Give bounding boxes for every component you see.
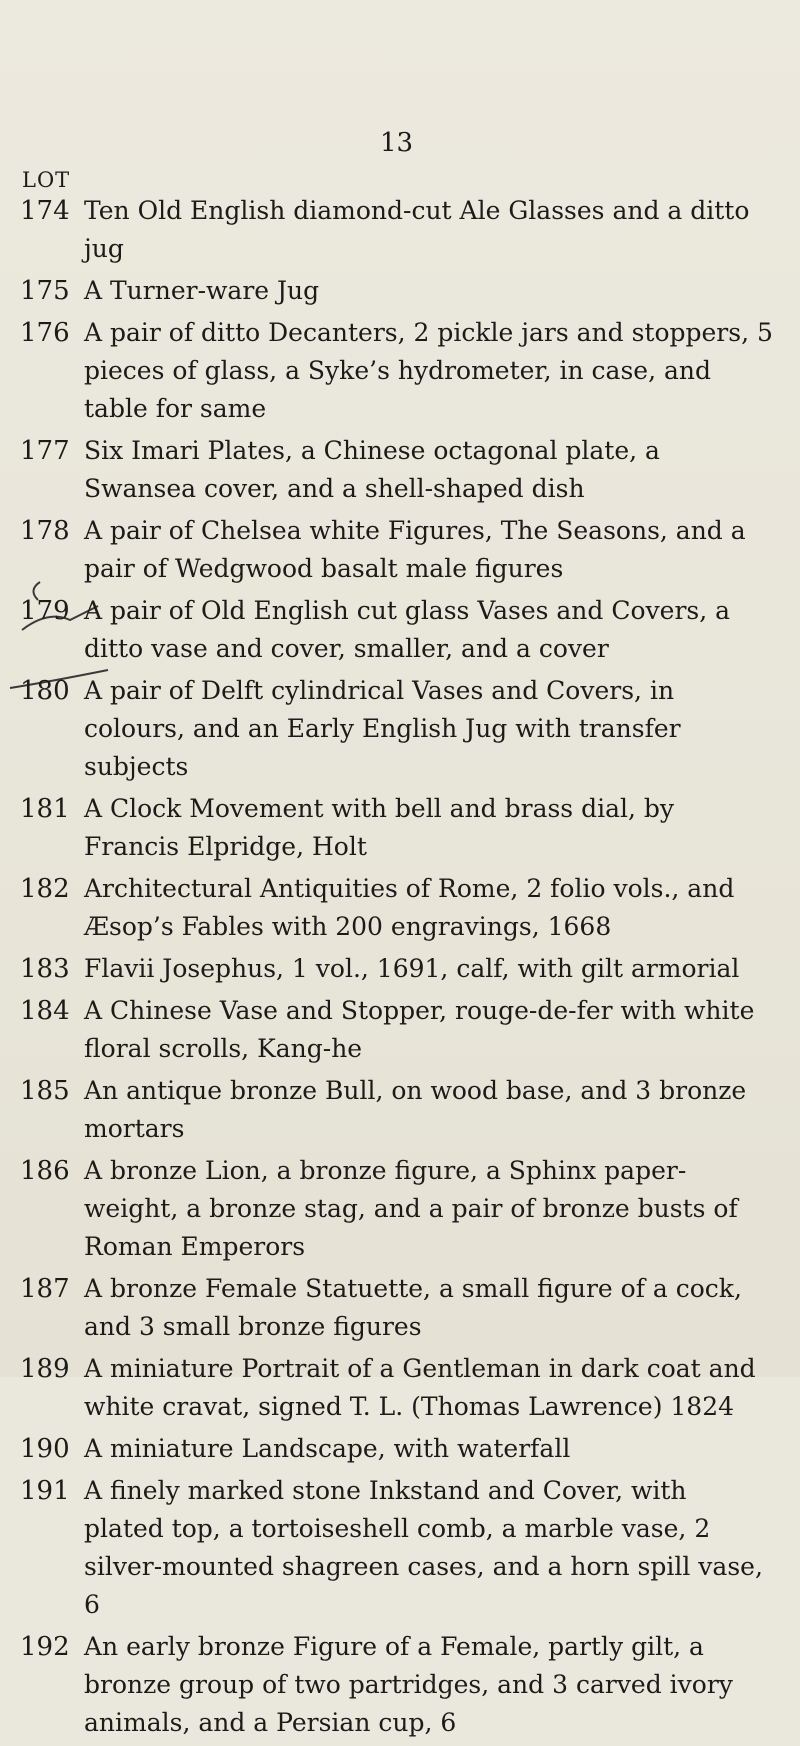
lot-description: A bronze Female Statuette, a small figure of a cock, and 3 small bronze figures [84,1274,742,1341]
lot-description: An antique bronze Bull, on wood base, and 3 bronze mortars [84,1076,747,1143]
lot-entry [0,512,800,588]
lot-description: A miniature Portrait of a Gentleman in dark coat and white cravat, signed T. L. (Thomas Lawrence) 1824 [84,1354,756,1421]
page-number: 13 [380,128,414,158]
lot-number: 191 [20,1476,70,1506]
lot-entry [0,950,800,988]
lot-number: 182 [20,874,70,904]
lot-entry [0,992,800,1068]
lot-number: 190 [20,1434,70,1464]
lot-entry [0,1270,800,1346]
lot-entry [0,870,800,946]
lot-description: Ten Old English diamond-cut Ale Glasses and a ditto jug [84,196,750,263]
lot-number: 175 [20,276,70,306]
lot-entry [0,272,800,310]
lot-number: 192 [20,1632,70,1662]
lot-entry [0,592,800,668]
lot-number: 176 [20,318,70,348]
lot-description: Architectural Antiquities of Rome, 2 folio vols., and Æsop’s Fables with 200 engravings, 1668 [84,874,735,941]
lot-description: A Chinese Vase and Stopper, rouge-de-fer with white floral scrolls, Kang-he [84,996,755,1063]
lot-number: 178 [20,516,70,546]
lot-number: 180 [20,676,70,706]
lot-description: A pair of ditto Decanters, 2 pickle jars and stoppers, 5 pieces of glass, a Syke’s hydrometer, in case, and table for same [84,318,773,423]
lot-description: Six Imari Plates, a Chinese octagonal plate, a Swansea cover, and a shell-shaped dish [84,436,660,503]
lot-entry [0,672,800,786]
lot-column-header: LOT [22,168,71,192]
lot-entry [0,790,800,866]
lot-entry [0,1152,800,1266]
lot-number: 181 [20,794,70,824]
lot-description: A miniature Landscape, with waterfall [84,1434,571,1463]
lot-entry [0,192,800,268]
lot-description: A pair of Old English cut glass Vases and Covers, a ditto vase and cover, smaller, and a cover [84,596,731,663]
lot-number: 187 [20,1274,70,1304]
lot-description: A bronze Lion, a bronze figure, a Sphinx paper-weight, a bronze stag, and a pair of bronze busts of Roman Emperors [84,1156,738,1261]
lot-entry [0,1628,800,1742]
lot-description: A finely marked stone Inkstand and Cover, with plated top, a tortoiseshell comb, a marble vase, 2 silver-mounted shagreen cases, and a horn spill vase, 6 [84,1476,763,1619]
lot-entry [0,432,800,508]
lot-number: 183 [20,954,70,984]
lot-description: A Turner-ware Jug [84,276,320,305]
lot-entry [0,1350,800,1426]
lot-description: A pair of Delft cylindrical Vases and Covers, in colours, and an Early English Jug with transfer subjects [84,676,681,781]
lot-number: 189 [20,1354,70,1384]
lot-number: 174 [20,196,70,226]
lot-number: 177 [20,436,70,466]
lot-entry [0,314,800,428]
lot-description: An early bronze Figure of a Female, partly gilt, a bronze group of two partridges, and 3 carved ivory animals, and a Persian cup, 6 [84,1632,733,1737]
lot-entry [0,1472,800,1624]
lot-number: 184 [20,996,70,1026]
lot-number: 185 [20,1076,70,1106]
lot-list [0,192,800,1746]
lot-description: A Clock Movement with bell and brass dial, by Francis Elpridge, Holt [84,794,675,861]
lot-entry [0,1072,800,1148]
lot-number: 186 [20,1156,70,1186]
lot-description: A pair of Chelsea white Figures, The Seasons, and a pair of Wedgwood basalt male figures [84,516,746,583]
lot-entry [0,1430,800,1468]
lot-description: Flavii Josephus, 1 vol., 1691, calf, with gilt armorial [84,954,740,983]
lot-number: 179 [20,596,70,626]
